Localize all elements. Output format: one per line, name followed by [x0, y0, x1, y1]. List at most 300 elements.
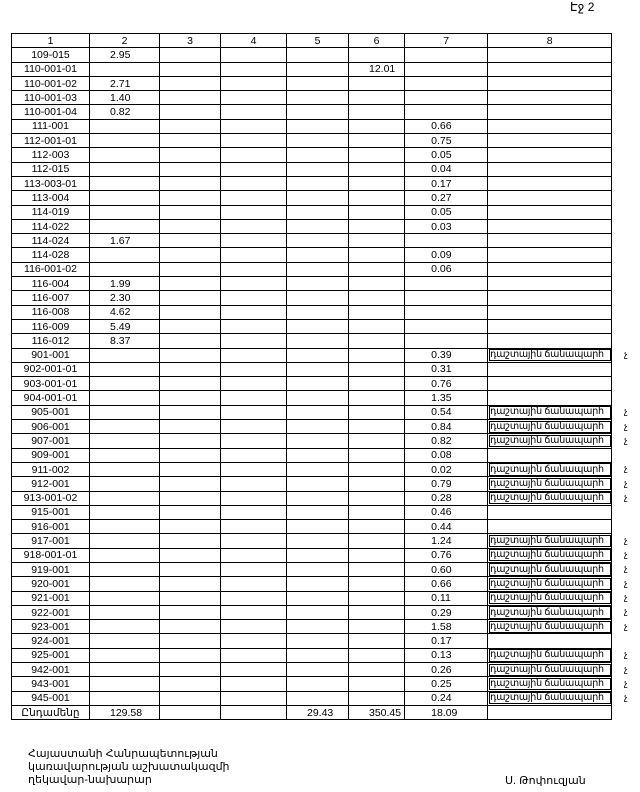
note-cell: դաշտային ճանապարհ [488, 348, 612, 362]
area-cell: 0.17 [405, 634, 488, 648]
empty-cell [287, 620, 349, 634]
area-cell: 2.30 [90, 291, 160, 305]
area-cell [90, 377, 160, 391]
note-cell [488, 319, 612, 333]
empty-cell [287, 277, 349, 291]
empty-cell [287, 91, 349, 105]
area-cell [90, 391, 160, 405]
parcel-code-cell: 110-001-03 [12, 91, 90, 105]
empty-cell [160, 677, 221, 691]
empty-cell [287, 634, 349, 648]
parcel-code-cell: 920-001 [12, 577, 90, 591]
empty-cell [287, 76, 349, 90]
table-row [12, 348, 612, 362]
empty-cell [221, 491, 287, 505]
empty-cell [221, 477, 287, 491]
empty-cell [160, 319, 221, 333]
area-cell: 8.37 [90, 334, 160, 348]
parcel-code-cell: 901-001 [12, 348, 90, 362]
parcel-code-cell: 923-001 [12, 620, 90, 634]
parcel-code-cell: 116-007 [12, 291, 90, 305]
note-cell [488, 148, 612, 162]
parcel-code-cell: 922-001 [12, 605, 90, 619]
area-cell [90, 520, 160, 534]
table-row [12, 405, 612, 419]
area-cell [405, 48, 488, 62]
empty-cell [160, 505, 221, 519]
area-cell [349, 262, 405, 276]
page-number-label: Էջ 2 [570, 0, 595, 14]
area-cell [90, 491, 160, 505]
empty-cell [160, 148, 221, 162]
empty-cell [160, 205, 221, 219]
empty-cell [160, 691, 221, 705]
table-row [12, 234, 612, 248]
note-cell [488, 205, 612, 219]
table-row [12, 505, 612, 519]
empty-cell [287, 562, 349, 576]
empty-cell [221, 391, 287, 405]
empty-cell [221, 562, 287, 576]
total-value [488, 705, 612, 719]
area-cell [90, 477, 160, 491]
empty-cell [221, 377, 287, 391]
empty-cell [221, 334, 287, 348]
empty-cell [160, 477, 221, 491]
note-cell: դաշտային ճանապարհ [488, 534, 612, 548]
empty-cell [287, 191, 349, 205]
area-cell [90, 562, 160, 576]
note-cell: դաշտային ճանապարհ [488, 562, 612, 576]
table-body [12, 48, 612, 720]
area-cell [90, 505, 160, 519]
parcel-code-cell: 904-001-01 [12, 391, 90, 405]
total-value: 129.58 [90, 705, 160, 719]
empty-cell [160, 348, 221, 362]
empty-cell [160, 334, 221, 348]
parcel-code-cell: 116-012 [12, 334, 90, 348]
table-row [12, 134, 612, 148]
area-cell: 0.27 [405, 191, 488, 205]
area-cell [90, 62, 160, 76]
note-cell [488, 505, 612, 519]
area-cell [405, 277, 488, 291]
area-cell [405, 291, 488, 305]
area-cell [349, 191, 405, 205]
area-cell: 0.76 [405, 548, 488, 562]
area-cell: 0.08 [405, 448, 488, 462]
note-cell: դաշտային ճանապարհ [488, 462, 612, 476]
area-cell: 0.05 [405, 148, 488, 162]
area-cell [349, 605, 405, 619]
parcel-code-cell: 116-008 [12, 305, 90, 319]
table-row [12, 391, 612, 405]
note-cell [488, 248, 612, 262]
empty-cell [160, 520, 221, 534]
table-row [12, 691, 612, 705]
empty-cell [287, 134, 349, 148]
area-cell [90, 405, 160, 419]
empty-cell [160, 219, 221, 233]
note-cell [488, 377, 612, 391]
area-cell [349, 620, 405, 634]
empty-cell [287, 105, 349, 119]
empty-cell [287, 334, 349, 348]
margin-mark: չ [624, 463, 628, 474]
empty-cell [221, 677, 287, 691]
empty-cell [160, 248, 221, 262]
area-cell: 0.25 [405, 677, 488, 691]
parcel-code-cell: 116-004 [12, 277, 90, 291]
parcel-code-cell: 918-001-01 [12, 548, 90, 562]
area-cell [349, 234, 405, 248]
area-cell: 12.01 [349, 62, 405, 76]
area-cell [405, 62, 488, 76]
empty-cell [221, 48, 287, 62]
column-header: 4 [221, 34, 287, 48]
parcel-code-cell: 925-001 [12, 648, 90, 662]
empty-cell [287, 420, 349, 434]
empty-cell [160, 191, 221, 205]
empty-cell [221, 577, 287, 591]
area-cell [90, 434, 160, 448]
empty-cell [287, 691, 349, 705]
area-cell: 0.17 [405, 176, 488, 190]
parcel-code-cell: 116-009 [12, 319, 90, 333]
table-row [12, 362, 612, 376]
empty-cell [287, 434, 349, 448]
land-allocation-table [11, 33, 612, 720]
area-cell: 0.03 [405, 219, 488, 233]
area-cell: 1.40 [90, 91, 160, 105]
table-row [12, 448, 612, 462]
empty-cell [287, 62, 349, 76]
margin-mark: չ [624, 577, 628, 588]
empty-cell [160, 305, 221, 319]
area-cell [349, 505, 405, 519]
parcel-code-cell: 905-001 [12, 405, 90, 419]
area-cell: 0.84 [405, 420, 488, 434]
column-header: 5 [287, 34, 349, 48]
note-cell: դաշտային ճանապարհ [488, 577, 612, 591]
table-row [12, 462, 612, 476]
area-cell [349, 548, 405, 562]
area-cell [349, 534, 405, 548]
area-cell: 1.24 [405, 534, 488, 548]
table-row [12, 162, 612, 176]
empty-cell [160, 663, 221, 677]
header-row [12, 34, 612, 48]
area-cell [349, 591, 405, 605]
empty-cell [221, 134, 287, 148]
table-row [12, 562, 612, 576]
table-row [12, 205, 612, 219]
area-cell: 0.09 [405, 248, 488, 262]
area-cell [405, 105, 488, 119]
area-cell: 0.66 [405, 577, 488, 591]
area-cell [349, 148, 405, 162]
parcel-code-cell: 111-001 [12, 119, 90, 133]
empty-cell [287, 319, 349, 333]
area-cell [90, 605, 160, 619]
empty-cell [287, 305, 349, 319]
parcel-code-cell: 112-003 [12, 148, 90, 162]
empty-cell [221, 620, 287, 634]
empty-cell [221, 462, 287, 476]
area-cell: 0.76 [405, 377, 488, 391]
empty-cell [160, 577, 221, 591]
area-cell: 2.71 [90, 76, 160, 90]
area-cell [349, 348, 405, 362]
area-cell [90, 577, 160, 591]
empty-cell [287, 291, 349, 305]
area-cell [90, 191, 160, 205]
empty-cell [287, 577, 349, 591]
margin-mark: չ [624, 477, 628, 488]
area-cell [90, 691, 160, 705]
empty-cell [221, 291, 287, 305]
note-cell: դաշտային ճանապարհ [488, 491, 612, 505]
area-cell [405, 91, 488, 105]
empty-cell [160, 648, 221, 662]
empty-cell [160, 277, 221, 291]
table-row [12, 91, 612, 105]
area-cell [90, 348, 160, 362]
column-header: 8 [488, 34, 612, 48]
area-cell: 1.99 [90, 277, 160, 291]
note-cell: դաշտային ճանապարհ [488, 605, 612, 619]
empty-cell [160, 605, 221, 619]
table-row [12, 219, 612, 233]
area-cell: 0.29 [405, 605, 488, 619]
empty-cell [221, 691, 287, 705]
margin-mark: չ [624, 692, 628, 703]
empty-cell [221, 520, 287, 534]
parcel-code-cell: 917-001 [12, 534, 90, 548]
empty-cell [221, 420, 287, 434]
note-cell [488, 191, 612, 205]
area-cell: 0.06 [405, 262, 488, 276]
note-cell [488, 262, 612, 276]
area-cell [90, 119, 160, 133]
area-cell: 0.26 [405, 663, 488, 677]
empty-cell [287, 405, 349, 419]
parcel-code-cell: 113-004 [12, 191, 90, 205]
column-header: 1 [12, 34, 90, 48]
note-cell: դաշտային ճանապարհ [488, 663, 612, 677]
note-cell [488, 334, 612, 348]
area-cell [349, 134, 405, 148]
parcel-code-cell: 114-024 [12, 234, 90, 248]
area-cell: 2.95 [90, 48, 160, 62]
empty-cell [160, 62, 221, 76]
table-row [12, 119, 612, 133]
parcel-code-cell: 913-001-02 [12, 491, 90, 505]
parcel-code-cell: 114-028 [12, 248, 90, 262]
area-cell [349, 277, 405, 291]
area-cell [349, 677, 405, 691]
empty-cell [287, 262, 349, 276]
empty-cell [287, 477, 349, 491]
parcel-code-cell: 906-001 [12, 420, 90, 434]
note-cell [488, 105, 612, 119]
empty-cell [160, 634, 221, 648]
area-cell [405, 319, 488, 333]
note-cell [488, 91, 612, 105]
total-value: 29.43 [287, 705, 349, 719]
parcel-code-cell: 942-001 [12, 663, 90, 677]
area-cell [90, 205, 160, 219]
area-cell [349, 634, 405, 648]
empty-cell [221, 248, 287, 262]
margin-mark: չ [624, 620, 628, 631]
area-cell [349, 477, 405, 491]
note-cell [488, 291, 612, 305]
area-cell: 1.67 [90, 234, 160, 248]
empty-cell [160, 176, 221, 190]
area-cell: 0.82 [90, 105, 160, 119]
signatory-title-line: Հայաստանի Հանրապետության [28, 748, 218, 760]
margin-mark: չ [624, 606, 628, 617]
margin-mark: չ [624, 663, 628, 674]
parcel-code-cell: 112-015 [12, 162, 90, 176]
area-cell [90, 248, 160, 262]
area-cell [349, 462, 405, 476]
table-row [12, 148, 612, 162]
empty-cell [287, 219, 349, 233]
table-row [12, 319, 612, 333]
area-cell [349, 448, 405, 462]
note-cell [488, 305, 612, 319]
empty-cell [160, 262, 221, 276]
margin-mark: չ [624, 677, 628, 688]
area-cell: 0.44 [405, 520, 488, 534]
area-cell [349, 219, 405, 233]
area-cell [349, 248, 405, 262]
note-cell [488, 62, 612, 76]
area-cell: 5.49 [90, 319, 160, 333]
note-cell [488, 162, 612, 176]
empty-cell [287, 462, 349, 476]
empty-cell [221, 76, 287, 90]
empty-cell [221, 148, 287, 162]
empty-cell [160, 377, 221, 391]
area-cell [349, 577, 405, 591]
empty-cell [221, 448, 287, 462]
empty-cell [287, 148, 349, 162]
area-cell [349, 305, 405, 319]
area-cell [90, 548, 160, 562]
empty-cell [160, 362, 221, 376]
table-row [12, 677, 612, 691]
empty-cell [221, 534, 287, 548]
total-value: 18.09 [405, 705, 488, 719]
parcel-code-cell: 916-001 [12, 520, 90, 534]
table-row [12, 277, 612, 291]
empty-cell [160, 462, 221, 476]
parcel-code-cell: 116-001-02 [12, 262, 90, 276]
note-cell: դաշտային ճանապարհ [488, 691, 612, 705]
signatory-title [28, 748, 230, 787]
parcel-code-cell: 903-001-01 [12, 377, 90, 391]
area-cell [90, 663, 160, 677]
empty-cell [221, 663, 287, 677]
area-cell [405, 334, 488, 348]
empty-cell [287, 391, 349, 405]
area-cell [349, 434, 405, 448]
signatory-name: Ս. Թոփուզյան [505, 775, 586, 787]
parcel-code-cell: 110-001-04 [12, 105, 90, 119]
note-cell: դաշտային ճանապարհ [488, 434, 612, 448]
note-cell [488, 234, 612, 248]
empty-cell [160, 119, 221, 133]
empty-cell [160, 548, 221, 562]
area-cell: 0.31 [405, 362, 488, 376]
margin-mark: չ [624, 434, 628, 445]
area-cell: 0.24 [405, 691, 488, 705]
area-cell [349, 291, 405, 305]
parcel-code-cell: 924-001 [12, 634, 90, 648]
table-row [12, 663, 612, 677]
table-row [12, 262, 612, 276]
parcel-code-cell: 945-001 [12, 691, 90, 705]
signatory-title-line: կառավարության աշխատակազմի [28, 761, 230, 773]
empty-cell [287, 176, 349, 190]
parcel-code-cell: 943-001 [12, 677, 90, 691]
empty-cell [221, 91, 287, 105]
note-cell: դաշտային ճանապարհ [488, 477, 612, 491]
empty-cell [221, 305, 287, 319]
empty-cell [160, 591, 221, 605]
total-value [160, 705, 221, 719]
area-cell [349, 319, 405, 333]
area-cell: 0.13 [405, 648, 488, 662]
parcel-code-cell: 909-001 [12, 448, 90, 462]
area-cell [349, 119, 405, 133]
empty-cell [287, 505, 349, 519]
table-row [12, 291, 612, 305]
empty-cell [287, 648, 349, 662]
table-row [12, 76, 612, 90]
empty-cell [221, 348, 287, 362]
area-cell [349, 391, 405, 405]
table-row [12, 577, 612, 591]
note-cell: դաշտային ճանապարհ [488, 405, 612, 419]
table-row [12, 334, 612, 348]
empty-cell [287, 548, 349, 562]
area-cell [405, 76, 488, 90]
margin-mark: չ [624, 563, 628, 574]
area-cell: 0.54 [405, 405, 488, 419]
parcel-code-cell: 114-022 [12, 219, 90, 233]
margin-mark: չ [624, 406, 628, 417]
area-cell [90, 176, 160, 190]
empty-cell [160, 91, 221, 105]
area-cell [349, 334, 405, 348]
empty-cell [160, 162, 221, 176]
area-cell: 0.60 [405, 562, 488, 576]
empty-cell [287, 591, 349, 605]
empty-cell [221, 62, 287, 76]
note-cell [488, 520, 612, 534]
note-cell [488, 119, 612, 133]
note-cell [488, 219, 612, 233]
table-row [12, 648, 612, 662]
table-row [12, 191, 612, 205]
area-cell [349, 405, 405, 419]
table-row [12, 634, 612, 648]
margin-mark: չ [624, 534, 628, 545]
